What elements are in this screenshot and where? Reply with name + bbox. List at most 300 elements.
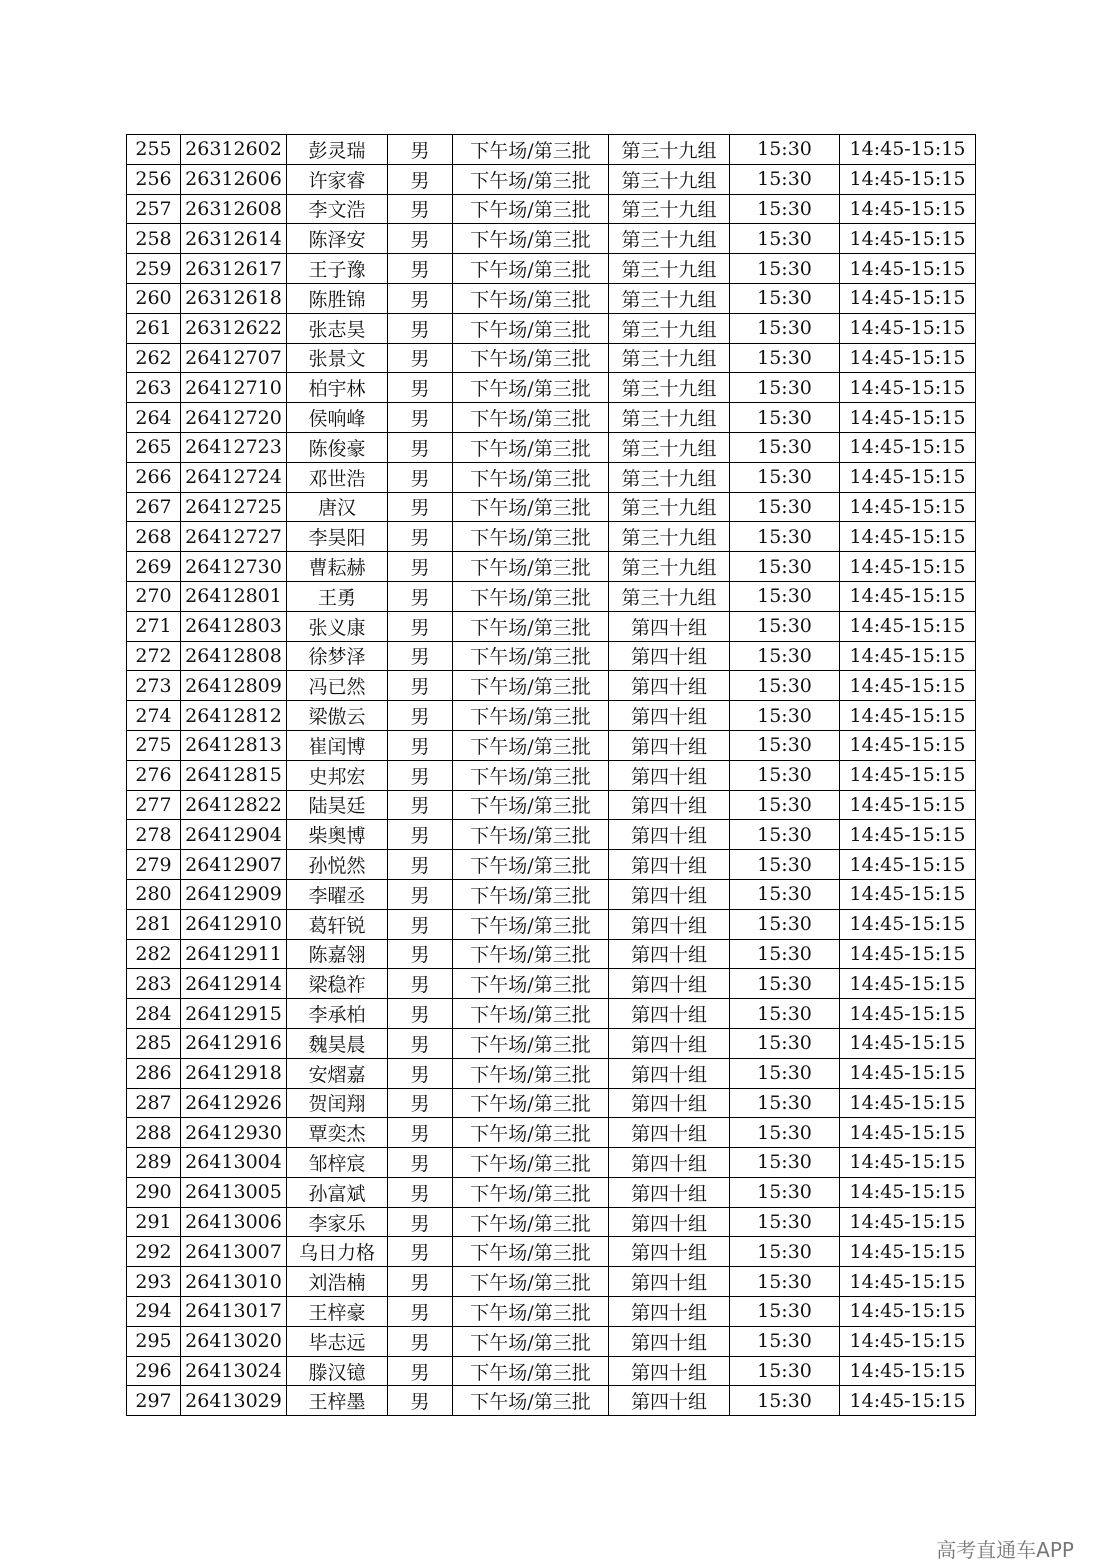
table-row bbox=[127, 552, 976, 582]
row-number-cell: 255 bbox=[127, 135, 181, 165]
table-row bbox=[127, 909, 976, 939]
time-cell: 15:30 bbox=[730, 432, 840, 462]
table-row bbox=[127, 760, 976, 790]
exam-id-cell: 26412707 bbox=[181, 343, 287, 373]
session-batch-cell: 下午场/第三批 bbox=[453, 1267, 609, 1297]
time-cell: 15:30 bbox=[730, 1148, 840, 1178]
gender-cell: 男 bbox=[388, 403, 453, 433]
group-cell: 第四十组 bbox=[609, 730, 730, 760]
group-cell: 第四十组 bbox=[609, 969, 730, 999]
table-row bbox=[127, 1267, 976, 1297]
exam-id-cell: 26413010 bbox=[181, 1267, 287, 1297]
group-cell: 第四十组 bbox=[609, 1088, 730, 1118]
exam-id-cell: 26312602 bbox=[181, 135, 287, 165]
row-number-cell: 263 bbox=[127, 373, 181, 403]
name-cell: 王梓墨 bbox=[287, 1386, 388, 1416]
time-cell: 15:30 bbox=[730, 1207, 840, 1237]
gender-cell: 男 bbox=[388, 313, 453, 343]
session-batch-cell: 下午场/第三批 bbox=[453, 999, 609, 1029]
session-batch-cell: 下午场/第三批 bbox=[453, 1356, 609, 1386]
time-range-cell: 14:45-15:15 bbox=[840, 1326, 976, 1356]
session-batch-cell: 下午场/第三批 bbox=[453, 462, 609, 492]
row-number-cell: 286 bbox=[127, 1058, 181, 1088]
name-cell: 李昊阳 bbox=[287, 522, 388, 552]
table-row bbox=[127, 939, 976, 969]
time-cell: 15:30 bbox=[730, 462, 840, 492]
name-cell: 李曜丞 bbox=[287, 879, 388, 909]
gender-cell: 男 bbox=[388, 641, 453, 671]
time-cell: 15:30 bbox=[730, 611, 840, 641]
name-cell: 覃奕杰 bbox=[287, 1118, 388, 1148]
time-cell: 15:30 bbox=[730, 1058, 840, 1088]
exam-id-cell: 26413005 bbox=[181, 1177, 287, 1207]
gender-cell: 男 bbox=[388, 611, 453, 641]
time-range-cell: 14:45-15:15 bbox=[840, 552, 976, 582]
name-cell: 史邦宏 bbox=[287, 760, 388, 790]
time-cell: 15:30 bbox=[730, 641, 840, 671]
group-cell: 第四十组 bbox=[609, 1386, 730, 1416]
group-cell: 第三十九组 bbox=[609, 254, 730, 284]
name-cell: 陈胜锦 bbox=[287, 283, 388, 313]
group-cell: 第三十九组 bbox=[609, 164, 730, 194]
table-row bbox=[127, 1177, 976, 1207]
exam-id-cell: 26413029 bbox=[181, 1386, 287, 1416]
name-cell: 崔闰博 bbox=[287, 730, 388, 760]
name-cell: 梁稳祚 bbox=[287, 969, 388, 999]
gender-cell: 男 bbox=[388, 730, 453, 760]
row-number-cell: 258 bbox=[127, 224, 181, 254]
row-number-cell: 265 bbox=[127, 432, 181, 462]
session-batch-cell: 下午场/第三批 bbox=[453, 641, 609, 671]
name-cell: 孙富斌 bbox=[287, 1177, 388, 1207]
gender-cell: 男 bbox=[388, 1237, 453, 1267]
name-cell: 王梓豪 bbox=[287, 1297, 388, 1327]
group-cell: 第四十组 bbox=[609, 1267, 730, 1297]
table-row bbox=[127, 1088, 976, 1118]
gender-cell: 男 bbox=[388, 1207, 453, 1237]
exam-id-cell: 26412812 bbox=[181, 701, 287, 731]
exam-id-cell: 26412724 bbox=[181, 462, 287, 492]
time-cell: 15:30 bbox=[730, 909, 840, 939]
table-row bbox=[127, 432, 976, 462]
group-cell: 第四十组 bbox=[609, 879, 730, 909]
table-row bbox=[127, 730, 976, 760]
group-cell: 第四十组 bbox=[609, 1326, 730, 1356]
name-cell: 柴奥博 bbox=[287, 820, 388, 850]
gender-cell: 男 bbox=[388, 671, 453, 701]
table-row bbox=[127, 581, 976, 611]
gender-cell: 男 bbox=[388, 462, 453, 492]
time-range-cell: 14:45-15:15 bbox=[840, 611, 976, 641]
name-cell: 魏昊晨 bbox=[287, 1028, 388, 1058]
name-cell: 滕汉镱 bbox=[287, 1356, 388, 1386]
session-batch-cell: 下午场/第三批 bbox=[453, 730, 609, 760]
name-cell: 李文浩 bbox=[287, 194, 388, 224]
time-range-cell: 14:45-15:15 bbox=[840, 641, 976, 671]
group-cell: 第三十九组 bbox=[609, 135, 730, 165]
time-range-cell: 14:45-15:15 bbox=[840, 1267, 976, 1297]
name-cell: 冯已然 bbox=[287, 671, 388, 701]
row-number-cell: 272 bbox=[127, 641, 181, 671]
session-batch-cell: 下午场/第三批 bbox=[453, 194, 609, 224]
gender-cell: 男 bbox=[388, 969, 453, 999]
name-cell: 柏宇林 bbox=[287, 373, 388, 403]
row-number-cell: 279 bbox=[127, 850, 181, 880]
table-row bbox=[127, 135, 976, 165]
exam-id-cell: 26412801 bbox=[181, 581, 287, 611]
gender-cell: 男 bbox=[388, 254, 453, 284]
time-range-cell: 14:45-15:15 bbox=[840, 581, 976, 611]
table-row bbox=[127, 1386, 976, 1416]
exam-id-cell: 26312608 bbox=[181, 194, 287, 224]
gender-cell: 男 bbox=[388, 790, 453, 820]
time-cell: 15:30 bbox=[730, 1177, 840, 1207]
exam-id-cell: 26413017 bbox=[181, 1297, 287, 1327]
gender-cell: 男 bbox=[388, 1386, 453, 1416]
time-range-cell: 14:45-15:15 bbox=[840, 1028, 976, 1058]
exam-id-cell: 26412809 bbox=[181, 671, 287, 701]
session-batch-cell: 下午场/第三批 bbox=[453, 492, 609, 522]
session-batch-cell: 下午场/第三批 bbox=[453, 611, 609, 641]
gender-cell: 男 bbox=[388, 760, 453, 790]
time-cell: 15:30 bbox=[730, 581, 840, 611]
time-range-cell: 14:45-15:15 bbox=[840, 1088, 976, 1118]
group-cell: 第三十九组 bbox=[609, 403, 730, 433]
exam-id-cell: 26412813 bbox=[181, 730, 287, 760]
group-cell: 第三十九组 bbox=[609, 283, 730, 313]
exam-id-cell: 26412904 bbox=[181, 820, 287, 850]
time-range-cell: 14:45-15:15 bbox=[840, 969, 976, 999]
name-cell: 张志昊 bbox=[287, 313, 388, 343]
table-row bbox=[127, 462, 976, 492]
name-cell: 曹耘赫 bbox=[287, 552, 388, 582]
row-number-cell: 277 bbox=[127, 790, 181, 820]
row-number-cell: 278 bbox=[127, 820, 181, 850]
row-number-cell: 270 bbox=[127, 581, 181, 611]
time-cell: 15:30 bbox=[730, 1356, 840, 1386]
row-number-cell: 296 bbox=[127, 1356, 181, 1386]
session-batch-cell: 下午场/第三批 bbox=[453, 135, 609, 165]
time-cell: 15:30 bbox=[730, 969, 840, 999]
gender-cell: 男 bbox=[388, 1088, 453, 1118]
time-range-cell: 14:45-15:15 bbox=[840, 1118, 976, 1148]
row-number-cell: 282 bbox=[127, 939, 181, 969]
session-batch-cell: 下午场/第三批 bbox=[453, 164, 609, 194]
table-row bbox=[127, 492, 976, 522]
name-cell: 陈泽安 bbox=[287, 224, 388, 254]
group-cell: 第三十九组 bbox=[609, 343, 730, 373]
group-cell: 第四十组 bbox=[609, 1118, 730, 1148]
time-range-cell: 14:45-15:15 bbox=[840, 194, 976, 224]
session-batch-cell: 下午场/第三批 bbox=[453, 224, 609, 254]
gender-cell: 男 bbox=[388, 135, 453, 165]
time-range-cell: 14:45-15:15 bbox=[840, 254, 976, 284]
table-row bbox=[127, 1028, 976, 1058]
name-cell: 孙悦然 bbox=[287, 850, 388, 880]
table-row bbox=[127, 403, 976, 433]
time-cell: 15:30 bbox=[730, 760, 840, 790]
row-number-cell: 268 bbox=[127, 522, 181, 552]
gender-cell: 男 bbox=[388, 999, 453, 1029]
time-cell: 15:30 bbox=[730, 730, 840, 760]
group-cell: 第四十组 bbox=[609, 790, 730, 820]
time-cell: 15:30 bbox=[730, 1386, 840, 1416]
exam-id-cell: 26412803 bbox=[181, 611, 287, 641]
time-range-cell: 14:45-15:15 bbox=[840, 939, 976, 969]
exam-id-cell: 26412926 bbox=[181, 1088, 287, 1118]
time-cell: 15:30 bbox=[730, 1118, 840, 1148]
group-cell: 第四十组 bbox=[609, 1237, 730, 1267]
session-batch-cell: 下午场/第三批 bbox=[453, 283, 609, 313]
exam-id-cell: 26412918 bbox=[181, 1058, 287, 1088]
name-cell: 唐汉 bbox=[287, 492, 388, 522]
row-number-cell: 266 bbox=[127, 462, 181, 492]
time-cell: 15:30 bbox=[730, 879, 840, 909]
table-row bbox=[127, 343, 976, 373]
time-cell: 15:30 bbox=[730, 313, 840, 343]
session-batch-cell: 下午场/第三批 bbox=[453, 760, 609, 790]
exam-id-cell: 26412723 bbox=[181, 432, 287, 462]
row-number-cell: 288 bbox=[127, 1118, 181, 1148]
table-row bbox=[127, 611, 976, 641]
group-cell: 第四十组 bbox=[609, 1356, 730, 1386]
row-number-cell: 259 bbox=[127, 254, 181, 284]
table-row bbox=[127, 879, 976, 909]
row-number-cell: 287 bbox=[127, 1088, 181, 1118]
exam-id-cell: 26413007 bbox=[181, 1237, 287, 1267]
row-number-cell: 275 bbox=[127, 730, 181, 760]
name-cell: 陈俊豪 bbox=[287, 432, 388, 462]
session-batch-cell: 下午场/第三批 bbox=[453, 432, 609, 462]
name-cell: 刘浩楠 bbox=[287, 1267, 388, 1297]
time-cell: 15:30 bbox=[730, 283, 840, 313]
watermark-text: 高考直通车APP bbox=[936, 1538, 1074, 1562]
exam-id-cell: 26412720 bbox=[181, 403, 287, 433]
table-row bbox=[127, 850, 976, 880]
group-cell: 第三十九组 bbox=[609, 432, 730, 462]
time-cell: 15:30 bbox=[730, 403, 840, 433]
time-range-cell: 14:45-15:15 bbox=[840, 1237, 976, 1267]
row-number-cell: 285 bbox=[127, 1028, 181, 1058]
gender-cell: 男 bbox=[388, 879, 453, 909]
name-cell: 李承柏 bbox=[287, 999, 388, 1029]
name-cell: 安熠嘉 bbox=[287, 1058, 388, 1088]
time-range-cell: 14:45-15:15 bbox=[840, 135, 976, 165]
table-row bbox=[127, 224, 976, 254]
name-cell: 毕志远 bbox=[287, 1326, 388, 1356]
time-range-cell: 14:45-15:15 bbox=[840, 909, 976, 939]
time-cell: 15:30 bbox=[730, 820, 840, 850]
row-number-cell: 291 bbox=[127, 1207, 181, 1237]
table-row bbox=[127, 1207, 976, 1237]
group-cell: 第四十组 bbox=[609, 820, 730, 850]
gender-cell: 男 bbox=[388, 1028, 453, 1058]
row-number-cell: 267 bbox=[127, 492, 181, 522]
group-cell: 第四十组 bbox=[609, 850, 730, 880]
time-range-cell: 14:45-15:15 bbox=[840, 403, 976, 433]
group-cell: 第四十组 bbox=[609, 641, 730, 671]
time-cell: 15:30 bbox=[730, 701, 840, 731]
time-cell: 15:30 bbox=[730, 1326, 840, 1356]
table-row bbox=[127, 999, 976, 1029]
time-cell: 15:30 bbox=[730, 522, 840, 552]
time-range-cell: 14:45-15:15 bbox=[840, 1207, 976, 1237]
gender-cell: 男 bbox=[388, 492, 453, 522]
time-cell: 15:30 bbox=[730, 254, 840, 284]
exam-id-cell: 26412710 bbox=[181, 373, 287, 403]
exam-id-cell: 26312622 bbox=[181, 313, 287, 343]
exam-id-cell: 26312614 bbox=[181, 224, 287, 254]
gender-cell: 男 bbox=[388, 1326, 453, 1356]
time-cell: 15:30 bbox=[730, 492, 840, 522]
time-cell: 15:30 bbox=[730, 1088, 840, 1118]
session-batch-cell: 下午场/第三批 bbox=[453, 373, 609, 403]
session-batch-cell: 下午场/第三批 bbox=[453, 909, 609, 939]
gender-cell: 男 bbox=[388, 1297, 453, 1327]
session-batch-cell: 下午场/第三批 bbox=[453, 1028, 609, 1058]
row-number-cell: 264 bbox=[127, 403, 181, 433]
exam-id-cell: 26412725 bbox=[181, 492, 287, 522]
time-range-cell: 14:45-15:15 bbox=[840, 1058, 976, 1088]
time-range-cell: 14:45-15:15 bbox=[840, 1177, 976, 1207]
table-row bbox=[127, 522, 976, 552]
group-cell: 第四十组 bbox=[609, 1297, 730, 1327]
group-cell: 第三十九组 bbox=[609, 552, 730, 582]
session-batch-cell: 下午场/第三批 bbox=[453, 1177, 609, 1207]
time-range-cell: 14:45-15:15 bbox=[840, 999, 976, 1029]
time-range-cell: 14:45-15:15 bbox=[840, 313, 976, 343]
time-cell: 15:30 bbox=[730, 850, 840, 880]
time-cell: 15:30 bbox=[730, 194, 840, 224]
time-range-cell: 14:45-15:15 bbox=[840, 283, 976, 313]
time-range-cell: 14:45-15:15 bbox=[840, 701, 976, 731]
name-cell: 侯响峰 bbox=[287, 403, 388, 433]
exam-id-cell: 26412808 bbox=[181, 641, 287, 671]
time-range-cell: 14:45-15:15 bbox=[840, 492, 976, 522]
row-number-cell: 269 bbox=[127, 552, 181, 582]
time-range-cell: 14:45-15:15 bbox=[840, 462, 976, 492]
name-cell: 许家睿 bbox=[287, 164, 388, 194]
group-cell: 第四十组 bbox=[609, 909, 730, 939]
name-cell: 徐梦泽 bbox=[287, 641, 388, 671]
row-number-cell: 290 bbox=[127, 1177, 181, 1207]
group-cell: 第四十组 bbox=[609, 1028, 730, 1058]
row-number-cell: 297 bbox=[127, 1386, 181, 1416]
name-cell: 陈嘉翎 bbox=[287, 939, 388, 969]
group-cell: 第四十组 bbox=[609, 1177, 730, 1207]
exam-id-cell: 26412930 bbox=[181, 1118, 287, 1148]
gender-cell: 男 bbox=[388, 1148, 453, 1178]
session-batch-cell: 下午场/第三批 bbox=[453, 820, 609, 850]
name-cell: 梁傲云 bbox=[287, 701, 388, 731]
group-cell: 第三十九组 bbox=[609, 492, 730, 522]
session-batch-cell: 下午场/第三批 bbox=[453, 1386, 609, 1416]
group-cell: 第四十组 bbox=[609, 1058, 730, 1088]
group-cell: 第三十九组 bbox=[609, 522, 730, 552]
gender-cell: 男 bbox=[388, 581, 453, 611]
time-range-cell: 14:45-15:15 bbox=[840, 1297, 976, 1327]
session-batch-cell: 下午场/第三批 bbox=[453, 671, 609, 701]
time-range-cell: 14:45-15:15 bbox=[840, 164, 976, 194]
exam-id-cell: 26412730 bbox=[181, 552, 287, 582]
row-number-cell: 256 bbox=[127, 164, 181, 194]
gender-cell: 男 bbox=[388, 1356, 453, 1386]
exam-id-cell: 26312606 bbox=[181, 164, 287, 194]
gender-cell: 男 bbox=[388, 373, 453, 403]
gender-cell: 男 bbox=[388, 820, 453, 850]
session-batch-cell: 下午场/第三批 bbox=[453, 1058, 609, 1088]
exam-id-cell: 26413024 bbox=[181, 1356, 287, 1386]
session-batch-cell: 下午场/第三批 bbox=[453, 254, 609, 284]
session-batch-cell: 下午场/第三批 bbox=[453, 403, 609, 433]
exam-id-cell: 26412911 bbox=[181, 939, 287, 969]
time-cell: 15:30 bbox=[730, 1267, 840, 1297]
time-range-cell: 14:45-15:15 bbox=[840, 850, 976, 880]
name-cell: 张义康 bbox=[287, 611, 388, 641]
session-batch-cell: 下午场/第三批 bbox=[453, 581, 609, 611]
time-cell: 15:30 bbox=[730, 135, 840, 165]
gender-cell: 男 bbox=[388, 1177, 453, 1207]
session-batch-cell: 下午场/第三批 bbox=[453, 552, 609, 582]
table-row bbox=[127, 969, 976, 999]
table-row bbox=[127, 373, 976, 403]
exam-id-cell: 26412907 bbox=[181, 850, 287, 880]
time-range-cell: 14:45-15:15 bbox=[840, 432, 976, 462]
table-row bbox=[127, 1297, 976, 1327]
table-row bbox=[127, 1148, 976, 1178]
exam-id-cell: 26412815 bbox=[181, 760, 287, 790]
gender-cell: 男 bbox=[388, 343, 453, 373]
session-batch-cell: 下午场/第三批 bbox=[453, 1148, 609, 1178]
group-cell: 第三十九组 bbox=[609, 581, 730, 611]
time-cell: 15:30 bbox=[730, 552, 840, 582]
exam-id-cell: 26312618 bbox=[181, 283, 287, 313]
exam-id-cell: 26412910 bbox=[181, 909, 287, 939]
row-number-cell: 274 bbox=[127, 701, 181, 731]
gender-cell: 男 bbox=[388, 939, 453, 969]
table-row bbox=[127, 1118, 976, 1148]
exam-id-cell: 26413020 bbox=[181, 1326, 287, 1356]
time-cell: 15:30 bbox=[730, 790, 840, 820]
table-row bbox=[127, 701, 976, 731]
time-cell: 15:30 bbox=[730, 939, 840, 969]
row-number-cell: 260 bbox=[127, 283, 181, 313]
time-cell: 15:30 bbox=[730, 1297, 840, 1327]
table-row bbox=[127, 1326, 976, 1356]
row-number-cell: 293 bbox=[127, 1267, 181, 1297]
gender-cell: 男 bbox=[388, 1118, 453, 1148]
gender-cell: 男 bbox=[388, 164, 453, 194]
session-batch-cell: 下午场/第三批 bbox=[453, 1237, 609, 1267]
time-range-cell: 14:45-15:15 bbox=[840, 879, 976, 909]
row-number-cell: 262 bbox=[127, 343, 181, 373]
exam-id-cell: 26413006 bbox=[181, 1207, 287, 1237]
name-cell: 王勇 bbox=[287, 581, 388, 611]
session-batch-cell: 下午场/第三批 bbox=[453, 1326, 609, 1356]
table-row bbox=[127, 641, 976, 671]
table-row bbox=[127, 1356, 976, 1386]
roster-table bbox=[126, 134, 976, 1416]
name-cell: 彭灵瑞 bbox=[287, 135, 388, 165]
name-cell: 葛轩锐 bbox=[287, 909, 388, 939]
time-cell: 15:30 bbox=[730, 1237, 840, 1267]
row-number-cell: 271 bbox=[127, 611, 181, 641]
gender-cell: 男 bbox=[388, 194, 453, 224]
table-row bbox=[127, 283, 976, 313]
group-cell: 第四十组 bbox=[609, 671, 730, 701]
session-batch-cell: 下午场/第三批 bbox=[453, 969, 609, 999]
name-cell: 陆昊廷 bbox=[287, 790, 388, 820]
